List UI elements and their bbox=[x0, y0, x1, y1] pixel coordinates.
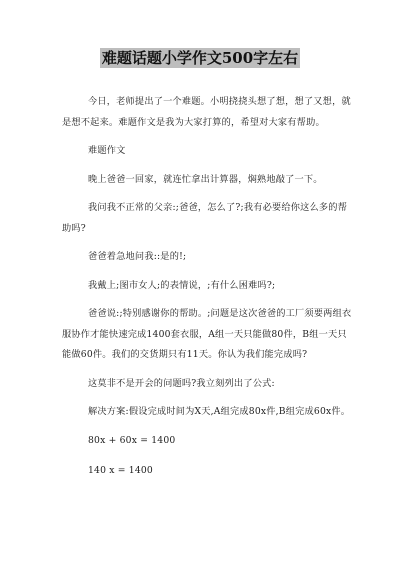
paragraph-subtitle: 难题作文 bbox=[88, 145, 126, 156]
paragraph-intro: 今日，老师提出了一个难题。小明挠挠头想了想，想了又想，就是想不起来。难题作文是我为大家打算的，希望对大家有帮助。 bbox=[62, 96, 351, 128]
document-title: 难题话题小学作文500字左右 bbox=[101, 49, 299, 67]
title-block bbox=[0, 48, 400, 68]
equation-1: 80x + 60x = 1400 bbox=[88, 434, 176, 446]
paragraph-question: 我问我不正常的父亲:;爸爸，怎么了?;我有必要给你这么多的帮助吗? bbox=[62, 202, 348, 234]
paragraph-answer: 爸爸着急地问我::是的!; bbox=[88, 251, 187, 262]
equation-2: 140 x = 1400 bbox=[88, 465, 153, 476]
paragraph-evening: 晚上爸爸一回家，就连忙拿出计算器，焖熟地敲了一下。 bbox=[88, 173, 323, 185]
paragraph-problem: 爸爸说:;特别感谢你的帮助。;问题是这次爸爸的工厂须要两组衣服协作才能快速完成1400套衣服，A组一天只能做80件，B组一天只能做60件。我们的交货期只有11天。你认为我们能完成吗? bbox=[62, 308, 352, 360]
paragraph-solution: 解决方案:假设完成时间为X天,A组完成80x件,B组完成60x件。 bbox=[88, 406, 351, 417]
paragraph-expression: 我戴上;图市女人;的表情说，;有什么困难吗?; bbox=[88, 279, 276, 291]
paragraph-formula-intro: 这莫非不是开会的问题吗?我立刻列出了公式: bbox=[88, 377, 275, 389]
document-body bbox=[62, 92, 352, 492]
